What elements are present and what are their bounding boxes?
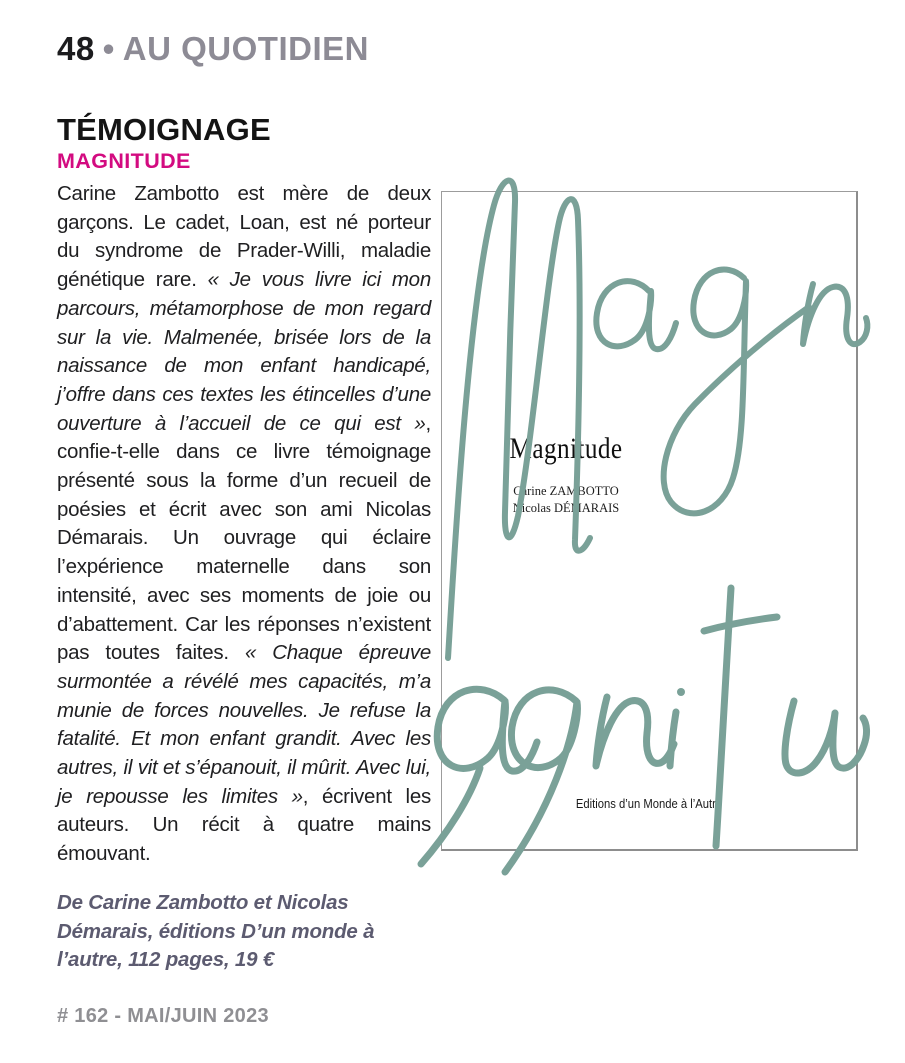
book-cover (441, 191, 858, 851)
article-byline: De Carine Zambotto et Nicolas Démarais, éditions D’un monde à l’autre, 112 pages, 19 € (57, 891, 375, 972)
article-kicker: TÉMOIGNAGE (57, 112, 271, 147)
book-cover-author-1: Carine ZAMBOTTO (513, 483, 619, 498)
book-cover-title: Magnitude (509, 432, 623, 465)
bullet-separator-icon: • (102, 30, 115, 67)
page-number: 48 (57, 30, 95, 67)
article-subtitle: MAGNITUDE (57, 149, 191, 173)
book-cover-title-block (480, 432, 652, 466)
page-header (57, 30, 369, 68)
article-body: Carine Zambotto est mère de deux garçons. Le cadet, Loan, est né porteur du syndrome de Prader-Willi, maladie génétique rare. « Je vous livre ici mon parcours, métamorphose de mon regard sur la vie. Malmenée, brisée lors de la naissance de mon enfant handicapé, j’offre dans ces textes les étincelles d’une ouverture à l’accueil de ce qui est », confie-t-elle dans ce livre témoignage présenté sous la forme d’un recueil de poésies et écrit avec son ami Nicolas Démarais. Un ouvrage qui éclaire l’expérience maternelle dans son intensité, avec ses moments de joie ou d’abattement. Car les réponses n’existent pas toutes faites. « Chaque épreuve surmontée a révélé mes capacités, m’a munie de forces nouvelles. Je refuse la fatalité. Et mon enfant grandit. Avec les autres, il vit et s’épanouit, il mûrit. Avec lui, je repousse les limites », écrivent les auteurs. Un récit à quatre mains émouvant. (57, 182, 432, 866)
book-cover-publisher: Editions d’un Monde à l’Autre (575, 797, 723, 811)
issue-footer: # 162 - MAI/JUIN 2023 (57, 1005, 269, 1027)
book-cover-authors (483, 482, 648, 516)
book-cover-author-2: Nicolas DÉMARAIS (512, 500, 620, 515)
section-title: AU QUOTIDIEN (122, 30, 369, 67)
